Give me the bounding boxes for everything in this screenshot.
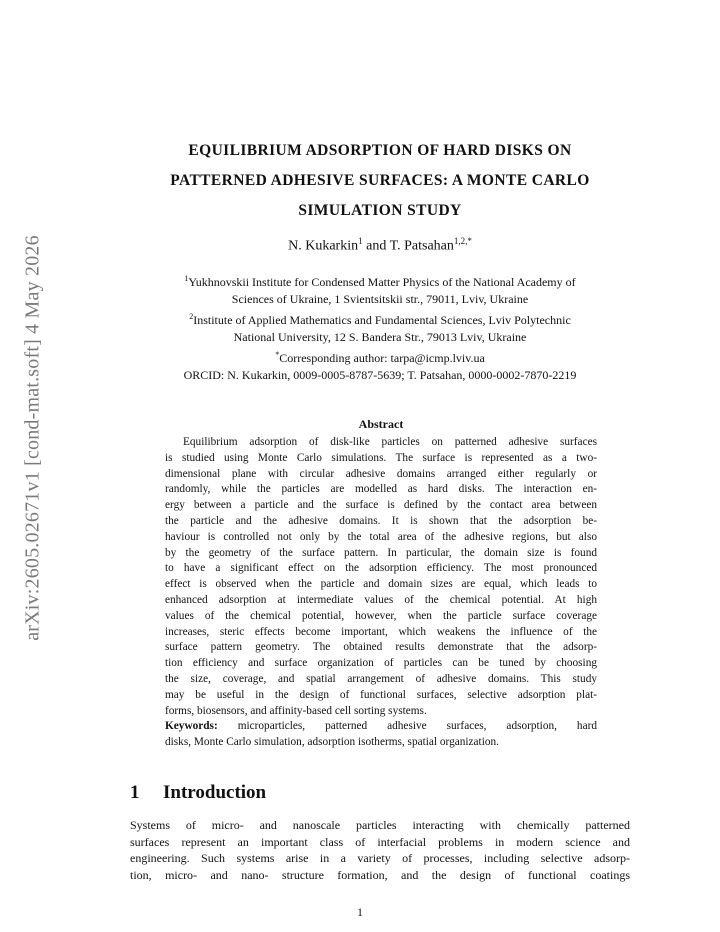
body-line: tion, micro- and nano- structure formation, and the design of functional coatings — [130, 867, 630, 882]
arxiv-identifier-stamp — [18, 228, 48, 648]
body-line: surfaces represent an important class of interfacial problems in modern science and — [130, 834, 630, 849]
author-affiliation-mark: 1 — [358, 236, 363, 246]
abstract-line: forms, biosensors, and affinity-based cell sorting systems. — [165, 704, 427, 717]
abstract-line: by the geometry of the surface pattern. In particular, the domain size is found — [165, 546, 597, 559]
keywords-line: disks, Monte Carlo simulation, adsorption isotherms, spatial organization. — [165, 736, 499, 749]
abstract-line: the size, coverage, and spatial arrangement of adhesive domains. This study — [165, 672, 597, 685]
abstract-line: increases, steric effects become important, which weakens the influence of the — [165, 625, 597, 638]
abstract-line: the particle and the adhesive domains. It is shown that the adsorption be- — [165, 514, 597, 527]
title-line: SIMULATION STUDY — [298, 202, 462, 219]
arxiv-identifier-text: arXiv:2605.02671v1 [cond-mat.soft] 4 May 2026 — [21, 235, 44, 641]
affiliation-text: Institute of Applied Mathematics and Fundamental Sciences, Lviv Polytechnic — [193, 313, 571, 327]
abstract-body — [165, 435, 597, 751]
author-conjunction: and — [362, 238, 390, 254]
body-line: engineering. Such systems arise in a variety of processes, including selective adsorp- — [130, 851, 630, 866]
section-number: 1 — [130, 782, 140, 803]
affiliation-line — [118, 270, 642, 291]
abstract-line: to have a significant effect on the adsorption efficiency. The most pronounced — [165, 562, 597, 575]
introduction-text — [130, 817, 630, 883]
abstract-line: enhanced adsorption at intermediate values of the chemical potential. At high — [165, 593, 597, 606]
section-heading — [130, 782, 266, 804]
page-number: 1 — [357, 905, 363, 919]
affiliation-line: Sciences of Ukraine, 1 Svientsitskii str., 79011, Lviv, Ukraine — [231, 292, 529, 306]
affiliations — [118, 270, 642, 384]
abstract-line: values of the chemical potential, however, when the particle surface coverage — [165, 609, 597, 622]
abstract-line: haviour is controlled not only by the total area of the adhesive regions, but also — [165, 530, 597, 543]
paper-title — [118, 136, 642, 226]
abstract-line: may be useful in the design of functional surfaces, selective adsorption plat- — [165, 688, 597, 701]
affiliation-line: National University, 12 S. Bandera Str., 79013 Lviv, Ukraine — [233, 330, 527, 344]
body-line: Systems of micro- and nanoscale particles interacting with chemically patterned — [130, 818, 630, 832]
affiliation-mark: 2 — [189, 312, 194, 321]
keywords-line — [165, 719, 597, 735]
author-list — [118, 236, 642, 255]
abstract-line: surface pattern geometry. The obtained results demonstrate that the adsorp- — [165, 641, 597, 654]
section-title: Introduction — [163, 782, 267, 803]
affiliation-mark: 1 — [184, 274, 189, 283]
abstract-line: ergy between a particle and the surface is defined by the contact area between — [165, 499, 597, 512]
author-name: T. Patsahan — [389, 238, 454, 254]
orcid-line: ORCID: N. Kukarkin, 0009-0005-8787-5639; T. Patsahan, 0000-0002-7870-2219 — [183, 368, 577, 382]
abstract-line: is studied using Monte Carlo simulations. The surface is represented as a two- — [165, 451, 597, 464]
author-name: N. Kukarkin — [288, 238, 359, 254]
keywords-text: microparticles, patterned adhesive surfaces, adsorption, hard — [217, 720, 597, 733]
affiliation-line — [118, 308, 642, 329]
abstract-line: dimensional plane with circular adhesive domains arranged either regularly or — [165, 467, 597, 480]
corresponding-author-text: Corresponding author: tarpa@icmp.lviv.ua — [279, 351, 485, 365]
abstract-line: Equilibrium adsorption of disk-like particles on patterned adhesive surfaces — [183, 436, 597, 448]
corresponding-author — [118, 346, 642, 367]
corresponding-mark: * — [275, 350, 280, 359]
abstract-line: randomly, while the particles are modelled as hard disks. The interaction en- — [165, 483, 597, 496]
abstract-line: effect is observed when the particle and domain sizes are equal, which leads to — [165, 578, 597, 591]
affiliation-text: Yukhnovskii Institute for Condensed Matter Physics of the National Academy of — [188, 275, 576, 289]
author-affiliation-mark: 1,2,* — [453, 236, 472, 246]
title-line: EQUILIBRIUM ADSORPTION OF HARD DISKS ON — [188, 142, 572, 159]
abstract-heading: Abstract — [358, 417, 404, 431]
title-line: PATTERNED ADHESIVE SURFACES: A MONTE CARLO — [170, 172, 590, 189]
abstract-line: tion efficiency and surface organization of particles can be tuned by choosing — [165, 657, 597, 670]
keywords-label: Keywords: — [165, 720, 218, 733]
